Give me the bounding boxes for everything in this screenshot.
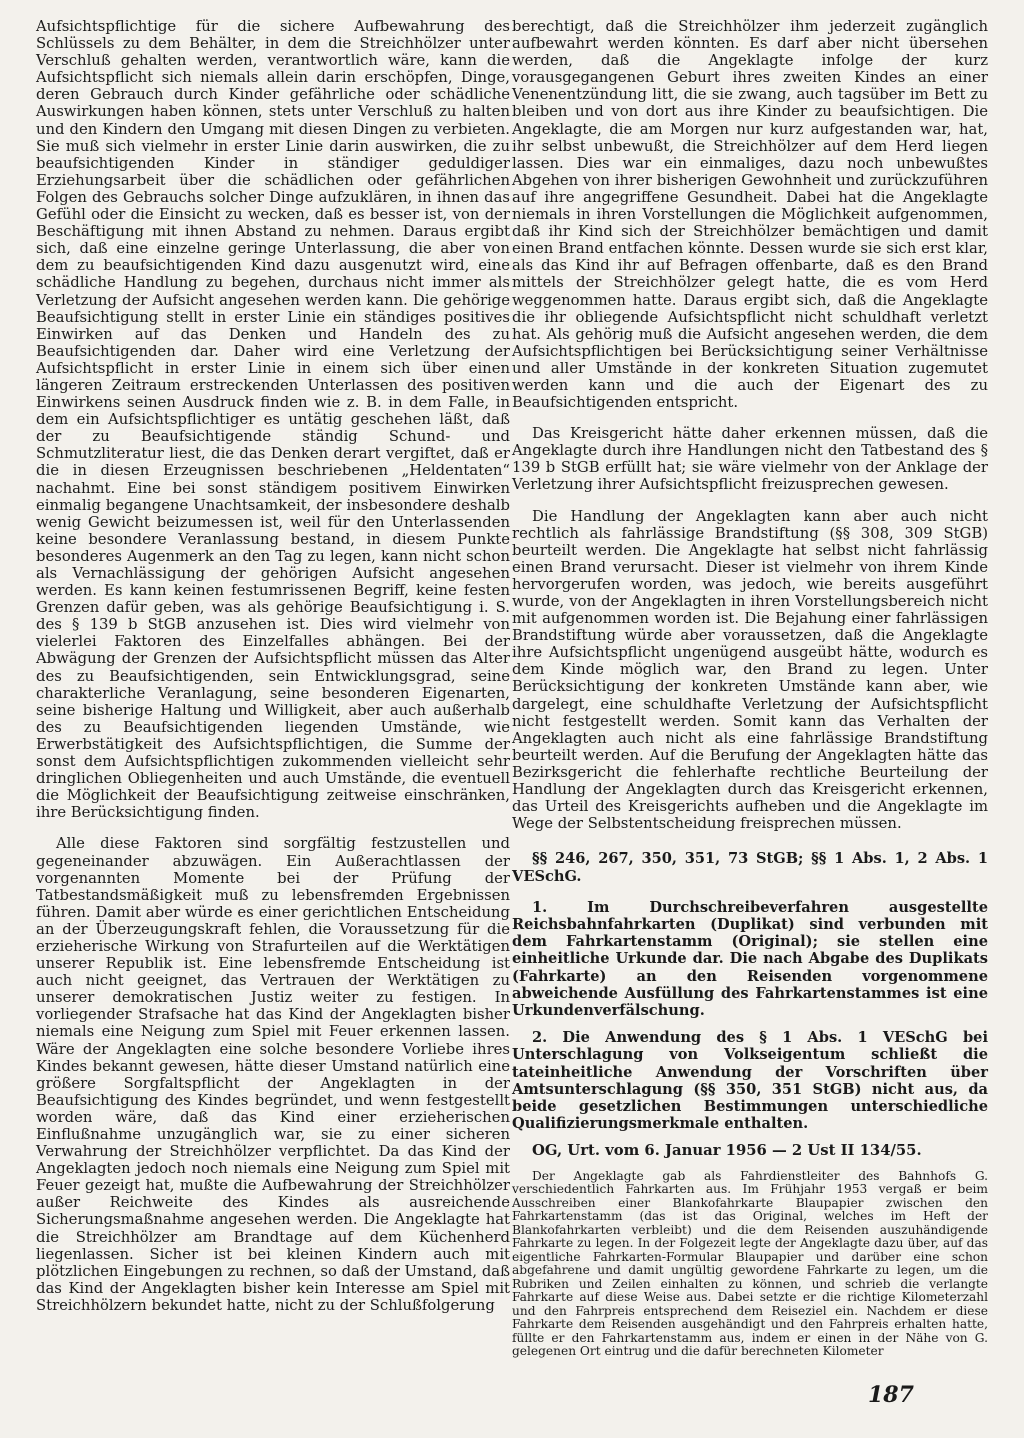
body-paragraph: Die Handlung der Angeklagten kann aber auch nicht rechtlich als fahrlässige Brandstiftung (§§ 308, 309 StGB) beurteilt werden. Die Angeklagte hat selbst nicht fahrlässig einen Brand verursacht. Dieser ist vielmehr von ihrem Kinde hervorgerufen worden, was jedoch, wie bereits ausgeführt wurde, von der Angeklagten in ihren Vorstellungsbereich nicht mit aufgenommen worden ist. Die Bejahung einer fahrlässigen Brandstiftung würde aber voraussetzen, daß die Angeklagte ihre Aufsichtspflicht ungenügend ausgeübt hätte, wodurch es dem Kinde möglich war, den Brand zu legen. Unter Berücksichtigung der konkreten Umstände kann aber, wie dargelegt, eine schuldhafte Verletzung der Aufsichtspflicht nicht festgestellt werden. Somit kann das Verhalten der Angeklagten auch nicht als eine fahrlässige Brandstiftung beurteilt werden. Auf die Berufung der Angeklagten hätte das Bezirksgericht die fehlerhafte rechtliche Beurteilung der Handlung der Angeklagten durch das Kreisgericht erkennen, das Urteil des Kreisgerichts aufheben und die Angeklagte im Wege der Selbstentscheidung freisprechen müssen. <box>512 507 988 833</box>
page-number: 187 <box>868 1382 914 1408</box>
headnote: 2. Die Anwendung des § 1 Abs. 1 VESchG bei Unterschlagung von Volkseigentum schließt die tateinheitliche Anwendung der Vorschriften über Amtsunterschlagung (§§ 350, 351 StGB) nicht aus, da beide gesetzlichen Bestimmungen unterschiedliche Qualifizierungsmerkmale enthalten. <box>512 1029 988 1133</box>
body-paragraph: Alle diese Faktoren sind sorgfältig festzustellen und gegeneinander abzuwägen. Ein Außerachtlassen der vorgenannten Momente bei der Prüfung der Tatbestandsmäßigkeit muß zu lebensfremden Ergebnissen führen. Damit aber würde es einer gerichtlichen Entscheidung an der Überzeugungskraft fehlen, die Voraussetzung für die erzieherische Wirkung von Strafurteilen auf die Werktätigen unserer Republik ist. Eine lebensfremde Entscheidung ist auch nicht geeignet, das Vertrauen der Werktätigen zu unserer demokratischen Justiz weiter zu festigen. In vorliegender Strafsache hat das Kind der Angeklagten bisher niemals eine Neigung zum Spiel mit Feuer erkennen lassen. Wäre der Angeklagten eine solche besondere Vorliebe ihres Kindes bekannt gewesen, hätte dieser Umstand natürlich eine größere Sorgfaltspflicht der Angeklagten in der Beaufsichtigung des Kindes begründet, und wenn festgestellt worden wäre, daß das Kind einer erzieherischen Einflußnahme unzugänglich war, sie zu einer sicheren Verwahrung der Streichhölzer verpflichtet. Da das Kind der Angeklagten jedoch noch niemals eine Neigung zum Spiel mit Feuer gezeigt hat, mußte die Aufbewahrung der Streichhölzer außer Reichweite des Kindes als ausreichende Sicherungsmaßnahme angesehen werden. Die Angeklagte hat die Streichhölzer am Brandtage auf dem Küchenherd liegenlassen. Sicher ist bei kleinen Kindern auch mit plötzlichen Eingebungen zu rechnen, so daß der Umstand, daß das Kind der Angeklagten bisher kein Interesse am Spiel mit Streichhölzern bekundet hatte, nicht zu der Schlußfolgerung <box>36 835 510 1314</box>
court-decision-line: OG, Urt. vom 6. Januar 1956 — 2 Ust II 134/55. <box>532 1142 922 1160</box>
headnote: 1. Im Durchschreibeverfahren ausgestellte Reichsbahnfahrkarten (Duplikat) sind verbunden mit dem Fahrkartenstamm (Original); sie stellen eine einheitliche Urkunde dar. Die nach Abgabe des Duplikats (Fahrkarte) an den Reisenden vorgenommene abweichende Ausfüllung des Fahrkartenstammes ist eine Urkundenverfälschung. <box>512 898 988 1019</box>
case-text: Der Angeklagte gab als Fahrdienstleiter des Bahnhofs G. verschiedentlich Fahrkarten aus. Im Frühjahr 1953 vergaß er beim Ausschreiben einer Blankofahrkarte Blaupapier zwischen den Fahrkartenstamm (das ist das Original, welches im Heft der Blankofahrkarten verbleibt) und die dem Reisenden auszuhändigende Fahrkarte zu legen. In der Folgezeit legte der Angeklagte dazu über, auf das eigentliche Fahrkarten-Formular Blaupapier und darüber eine schon abgefahrene und damit ungültig gewordene Fahrkarte zu legen, um die Rubriken und Zeilen einhalten zu können, und schrieb die verlangte Fahrkarte auf diese Weise aus. Dabei setzte er die richtige Kilometerzahl und den Fahrpreis entsprechend dem Reiseziel ein. Nachdem er diese Fahrkarte dem Reisenden ausgehändigt und den Fahrpreis erhalten hatte, füllte er den Fahrkartenstamm aus, indem er einen in der Nähe von G. gelegenen Ort eintrug und die dafür berechneten Kilometer <box>512 1168 988 1359</box>
body-paragraph: Das Kreisgericht hätte daher erkennen müssen, daß die Angeklagte durch ihre Handlungen nicht den Tatbestand des § 139 b StGB erfüllt hat; sie wäre vielmehr von der Anklage der Verletzung ihrer Aufsichtspflicht freizusprechen gewesen. <box>512 425 988 494</box>
law-reference: §§ 246, 267, 350, 351, 73 StGB; §§ 1 Abs. 1, 2 Abs. 1 VESchG. <box>512 850 988 885</box>
body-paragraph: Aufsichtspflichtige für die sichere Aufbewahrung des Schlüssels zu dem Behälter, in dem die Streichhölzer unter Verschluß gehalten werden, verantwortlich wäre, kann die Aufsichtspflicht sich niemals allein darin erschöpfen, Dinge, deren Gebrauch durch Kinder gefährliche oder schädliche Auswirkungen haben können, stets unter Verschluß zu halten und den Kindern den Umgang mit diesen Dingen zu verbieten. Sie muß sich vielmehr in erster Linie darin auswirken, die zu beaufsichtigenden Kinder in ständiger geduldiger Erziehungsarbeit über die schädlichen oder gefährlichen Folgen des Gebrauchs solcher Dinge aufzuklären, in ihnen das Gefühl oder die Einsicht zu wecken, daß es besser ist, von der Beschäftigung mit ihnen Abstand zu nehmen. Daraus ergibt sich, daß eine einzelne geringe Unterlassung, die aber von dem zu beaufsichtigenden Kind dazu ausgenutzt wird, eine schädliche Handlung zu begehen, durchaus nicht immer als Verletzung der Aufsicht angesehen werden kann. Die gehörige Beaufsichtigung stellt in erster Linie ein ständiges positives Einwirken auf das Denken und Handeln des zu Beaufsichtigenden dar. Daher wird eine Verletzung der Aufsichtspflicht in erster Linie in einem sich über einen längeren Zeitraum erstreckenden Unterlassen des positiven Einwirkens seinen Ausdruck finden wie z. B. in dem Falle, in dem ein Aufsichtspflichtiger es untätig geschehen läßt, daß der zu Beaufsichtigende ständig Schund- und Schmutzliteratur liest, die das Denken derart vergiftet, daß er die in diesen Erzeugnissen beschriebenen „Heldentaten“ nachahmt. Eine bei sonst ständigem positivem Einwirken einmalig begangene Unachtsamkeit, der insbesondere deshalb wenig Gewicht beizumessen ist, weil für den Unterlassenden keine besondere Veranlassung bestand, in diesem Punkte besonderes Augenmerk an den Tag zu legen, kann nicht schon als Vernachlässigung der gehörigen Aufsicht angesehen werden. Es kann keinen festumrissenen Begriff, keine festen Grenzen dafür geben, was als gehörige Beaufsichtigung i. S. des § 139 b StGB anzusehen ist. Dies wird vielmehr von vielerlei Faktoren des Einzelfalles abhängen. Bei der Abwägung der Grenzen der Aufsichtspflicht müssen das Alter des zu Beaufsichtigenden, sein Entwicklungsgrad, seine charakterliche Veranlagung, seine besonderen Eigenarten, seine bisherige Haltung und Willigkeit, aber auch außerhalb des zu Beaufsichtigenden liegenden Umstände, wie Erwerbstätigkeit des Aufsichtspflichtigen, die Summe der sonst dem Aufsichtspflichtigen zukommenden vielleicht sehr dringlichen Obliegenheiten und auch Umstände, die eventuell die Möglichkeit der Beaufsichtigung zeitweise einschränken, ihre Berücksichtigung finden. <box>36 18 510 822</box>
left-column <box>36 18 510 1328</box>
right-column <box>512 18 988 1359</box>
body-paragraph: berechtigt, daß die Streichhölzer ihm jederzeit zugänglich aufbewahrt werden könnten. Es darf aber nicht übersehen werden, daß die Angeklagte infolge der kurz vorausgegangenen Geburt ihres zweiten Kindes an einer Venenentzündung litt, die sie zwang, auch tagsüber im Bett zu bleiben und von dort aus ihre Kinder zu beaufsichtigen. Die Angeklagte, die am Morgen nur kurz aufgestanden war, hat, ihr selbst unbewußt, die Streichhölzer auf dem Herd liegen lassen. Dies war ein einmaliges, dazu noch unbewußtes Abgehen von ihrer bisherigen Gewohnheit und zurückzuführen auf ihre angegriffene Gesundheit. Dabei hat die Angeklagte niemals in ihren Vorstellungen die Möglichkeit aufgenommen, daß ihr Kind sich der Streichhölzer bemächtigen und damit einen Brand entfachen könnte. Dessen wurde sie sich erst klar, als das Kind ihr auf Befragen offenbarte, daß es den Brand mittels der Streichhölzer gelegt hatte, die es vom Herd weggenommen hatte. Daraus ergibt sich, daß die Angeklagte die ihr obliegende Aufsichtspflicht nicht schuldhaft verletzt hat. Als gehörig muß die Aufsicht angesehen werden, die dem Aufsichtspflichtigen bei Berücksichtigung seiner Verhältnisse und aller Umstände in der konkreten Situation zugemutet werden kann und die auch der Eigenart des zu Beaufsichtigenden entspricht. <box>512 18 988 412</box>
